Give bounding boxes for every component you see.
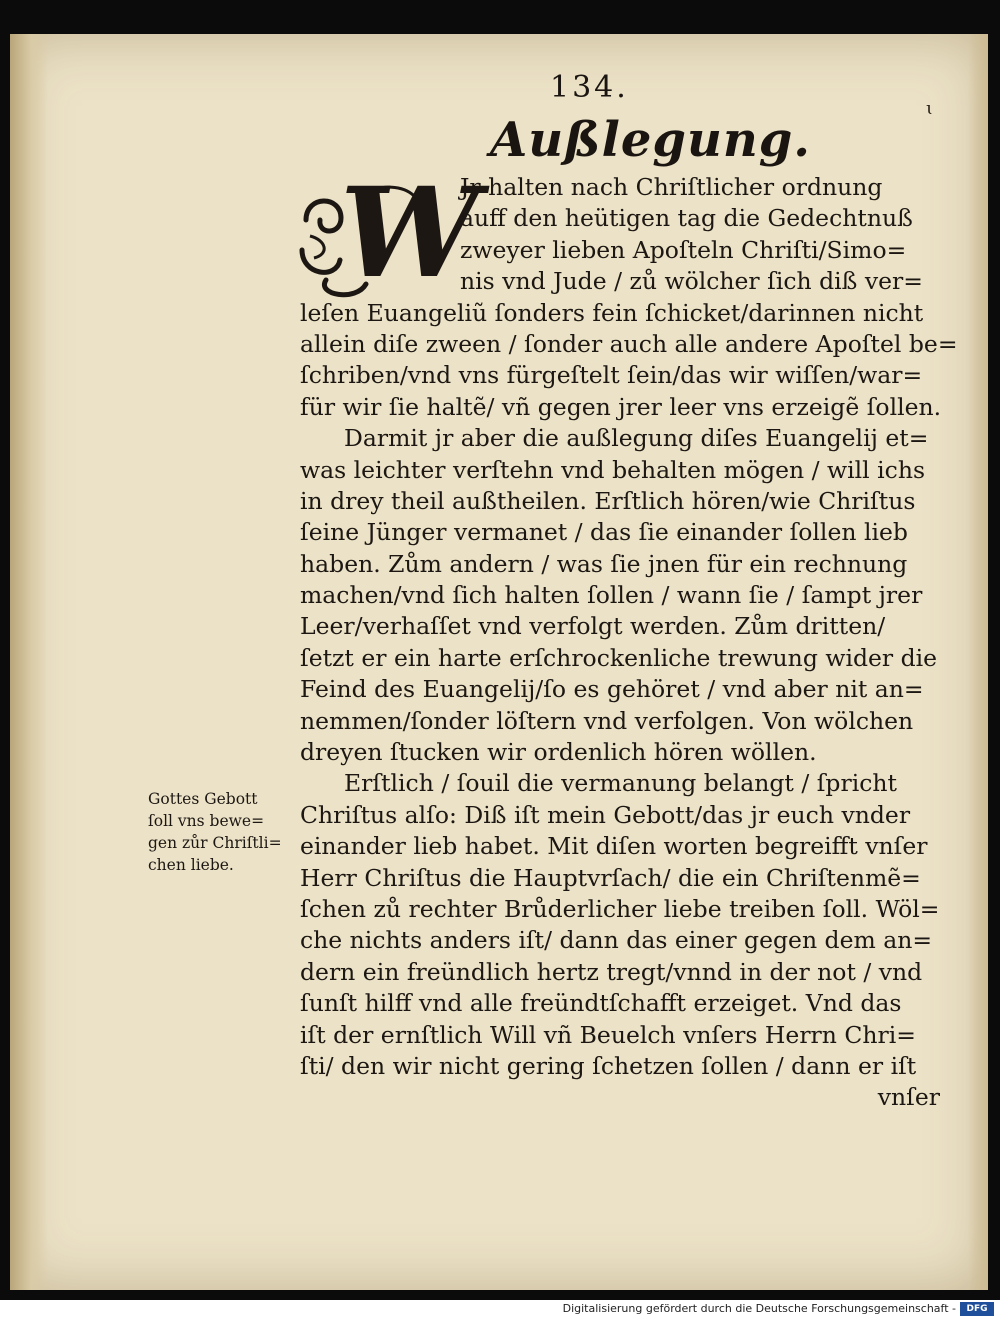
text-line: allein diſe zween / ſonder auch alle andere Apoſtel be= <box>300 329 958 358</box>
text-line: zweyer lieben Apoſteln Chriſti/Simo= <box>460 235 907 264</box>
text-line: ſetzt er ein harte erſchrockenliche trewung wider die <box>300 643 938 672</box>
corner-mark: ɩ <box>926 98 934 119</box>
text-line: ſunſt hilff vnd alle freündtſchafft erzeiget. Vnd das <box>300 989 902 1018</box>
dfg-logo-icon: DFG <box>960 1302 994 1316</box>
text-line: leſen Euangeliũ ſonders fein ſchicket/darinnen nicht <box>300 298 924 327</box>
text-line: einander lieb habet. Mit diſen worten begreifft vnſer <box>300 832 928 861</box>
text-line: haben. Zům andern / was ſie jnen für ein rechnung <box>300 549 908 578</box>
funding-credit: Digitalisierung gefördert durch die Deutsche Forschungsgemeinschaft - <box>562 1302 956 1315</box>
text-line: ſchriben/vnd vns fürgeſtelt ſein/das wir wiſſen/war= <box>300 361 923 390</box>
text-line: nis vnd Jude / zů wölcher ſich diß ver= <box>460 267 923 296</box>
page-gutter-shadow <box>10 34 48 1290</box>
text-line: ſti/ den wir nicht gering ſchetzen ſollen / dann er iſt <box>300 1051 917 1080</box>
body-text <box>300 161 958 1114</box>
text-line: nemmen/ſonder löſtern vnd verfolgen. Von wölchen <box>300 706 914 735</box>
text-line: ſchen zů rechter Brůderlicher liebe treiben ſoll. Wöl= <box>300 894 940 923</box>
text-line: für wir ſie haltẽ/ vñ gegen jrer leer vns erzeigẽ ſollen. <box>300 392 942 421</box>
text-line: Chriſtus alſo: Diß iſt mein Gebott/das jr euch vnder <box>300 800 911 829</box>
text-line: machen/vnd ſich halten ſollen / wann ſie / ſampt jrer <box>300 581 923 610</box>
initial-letter: W <box>340 161 480 306</box>
text-line: auff den heütigen tag die Gedechtnuß <box>460 204 913 233</box>
text-line: Erſtlich / ſouil die vermanung belangt / ſpricht <box>344 769 897 798</box>
marginal-note-line: ſoll vns bewe= <box>148 812 265 830</box>
marginal-note <box>148 788 308 876</box>
marginal-note-line: gen zůr Chriſtli= <box>148 834 282 852</box>
text-line: was leichter verſtehn vnd behalten mögen / will ichs <box>300 455 926 484</box>
text-line: Darmit jr aber die außlegung diſes Euangelij et= <box>344 424 929 453</box>
text-line: Jr halten nach Chriſtlicher ordnung <box>460 173 883 201</box>
footer-bar <box>0 1300 1000 1319</box>
page-edge-shadow <box>968 34 988 1290</box>
text-line: Leer/verhaſſet vnd verfolgt werden. Zům dritten/ <box>300 612 886 641</box>
page-number: 134. <box>550 70 629 105</box>
text-line: Feind des Euangelij/ſo es gehöret / vnd aber nit an= <box>300 675 924 704</box>
text-line: in drey theil außtheilen. Erſtlich hören/wie Chriſtus <box>300 486 916 515</box>
text-line: Herr Chriſtus die Hauptvrſach/ die ein Chriſtenmẽ= <box>300 863 921 892</box>
text-line: che nichts anders iſt/ dann das einer gegen dem an= <box>300 926 933 955</box>
section-heading: Außlegung. <box>490 112 812 168</box>
text-line: dern ein freündlich hertz tregt/vnnd in der not / vnd <box>300 957 923 986</box>
marginal-note-line: Gottes Gebott <box>148 790 258 808</box>
text-line: dreyen ſtucken wir ordenlich hören wöllen. <box>300 738 817 767</box>
marginal-note-line: chen liebe. <box>148 856 234 874</box>
text-line: ſeine Jünger vermanet / das ſie einander ſollen lieb <box>300 518 908 547</box>
catchword: vnſer <box>877 1083 940 1112</box>
text-line: iſt der ernſtlich Will vñ Beuelch vnſers Herrn Chri= <box>300 1020 916 1049</box>
